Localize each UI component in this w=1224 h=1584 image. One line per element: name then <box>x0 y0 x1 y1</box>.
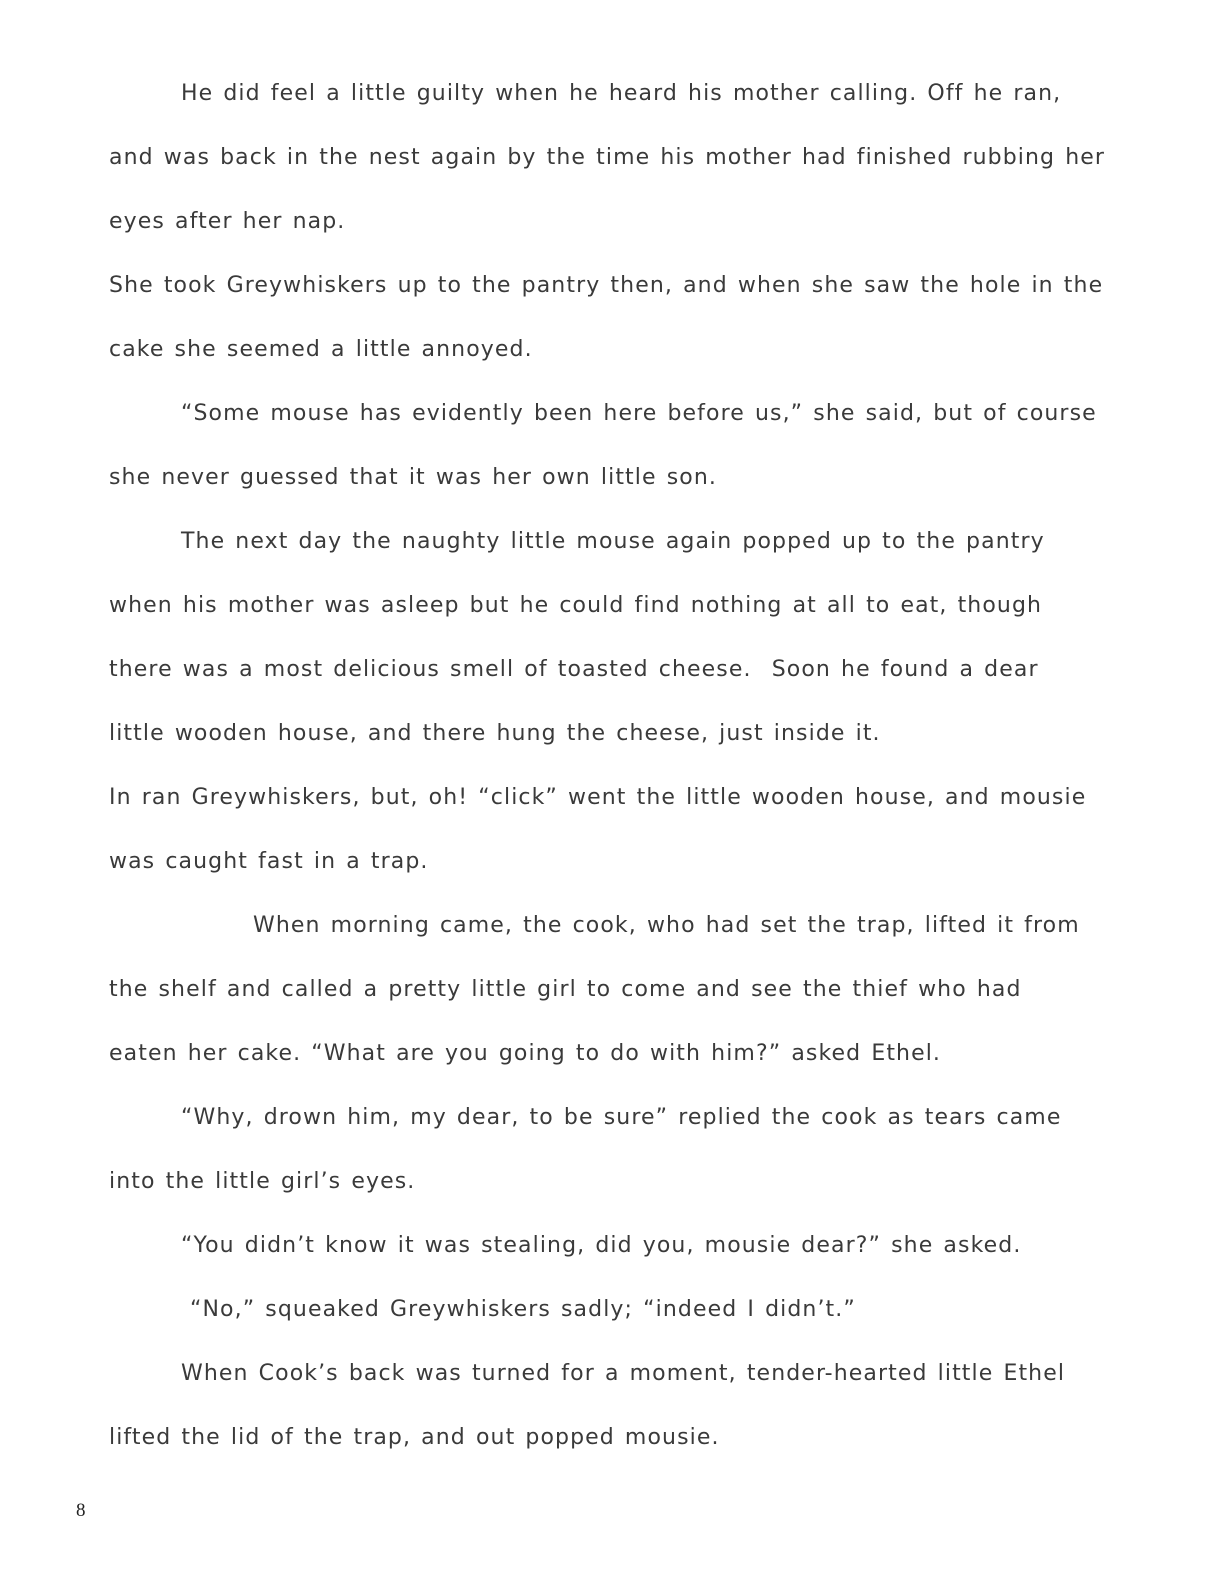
text-line: into the little girl’s eyes. <box>109 1169 416 1194</box>
text-line: lifted the lid of the trap, and out popped mousie. <box>109 1425 720 1450</box>
text-line: cake she seemed a little annoyed. <box>109 337 533 362</box>
text-line: “Why, drown him, my dear, to be sure” replied the cook as tears came <box>181 1105 1062 1130</box>
text-line: eaten her cake. “What are you going to do with him?” asked Ethel. <box>109 1041 942 1066</box>
text-line: When Cook’s back was turned for a moment, tender-hearted little Ethel <box>181 1361 1066 1386</box>
text-line: In ran Greywhiskers, but, oh! “click” went the little wooden house, and mousie <box>109 785 1087 810</box>
text-line: He did feel a little guilty when he heard his mother calling. Off he ran, <box>181 81 1062 106</box>
text-line: was caught fast in a trap. <box>109 849 429 874</box>
text-line: “Some mouse has evidently been here before us,” she said, but of course <box>181 401 1097 426</box>
text-line: eyes after her nap. <box>109 209 346 234</box>
text-line: “You didn’t know it was stealing, did you, mousie dear?” she asked. <box>181 1233 1022 1258</box>
text-line: the shelf and called a pretty little girl to come and see the thief who had <box>109 977 1022 1002</box>
page-number: 8 <box>76 1500 86 1521</box>
text-line: The next day the naughty little mouse again popped up to the pantry <box>181 529 1045 554</box>
text-line: when his mother was asleep but he could find nothing at all to eat, though <box>109 593 1043 618</box>
text-line: She took Greywhiskers up to the pantry then, and when she saw the hole in the <box>109 273 1104 298</box>
text-line: and was back in the nest again by the time his mother had finished rubbing her <box>109 145 1106 170</box>
text-line: there was a most delicious smell of toasted cheese. Soon he found a dear <box>109 657 1039 682</box>
text-line: little wooden house, and there hung the cheese, just inside it. <box>109 721 881 746</box>
text-line: “No,” squeaked Greywhiskers sadly; “indeed I didn’t.” <box>190 1297 856 1322</box>
text-line: she never guessed that it was her own little son. <box>109 465 717 490</box>
text-line: When morning came, the cook, who had set the trap, lifted it from <box>253 913 1080 938</box>
